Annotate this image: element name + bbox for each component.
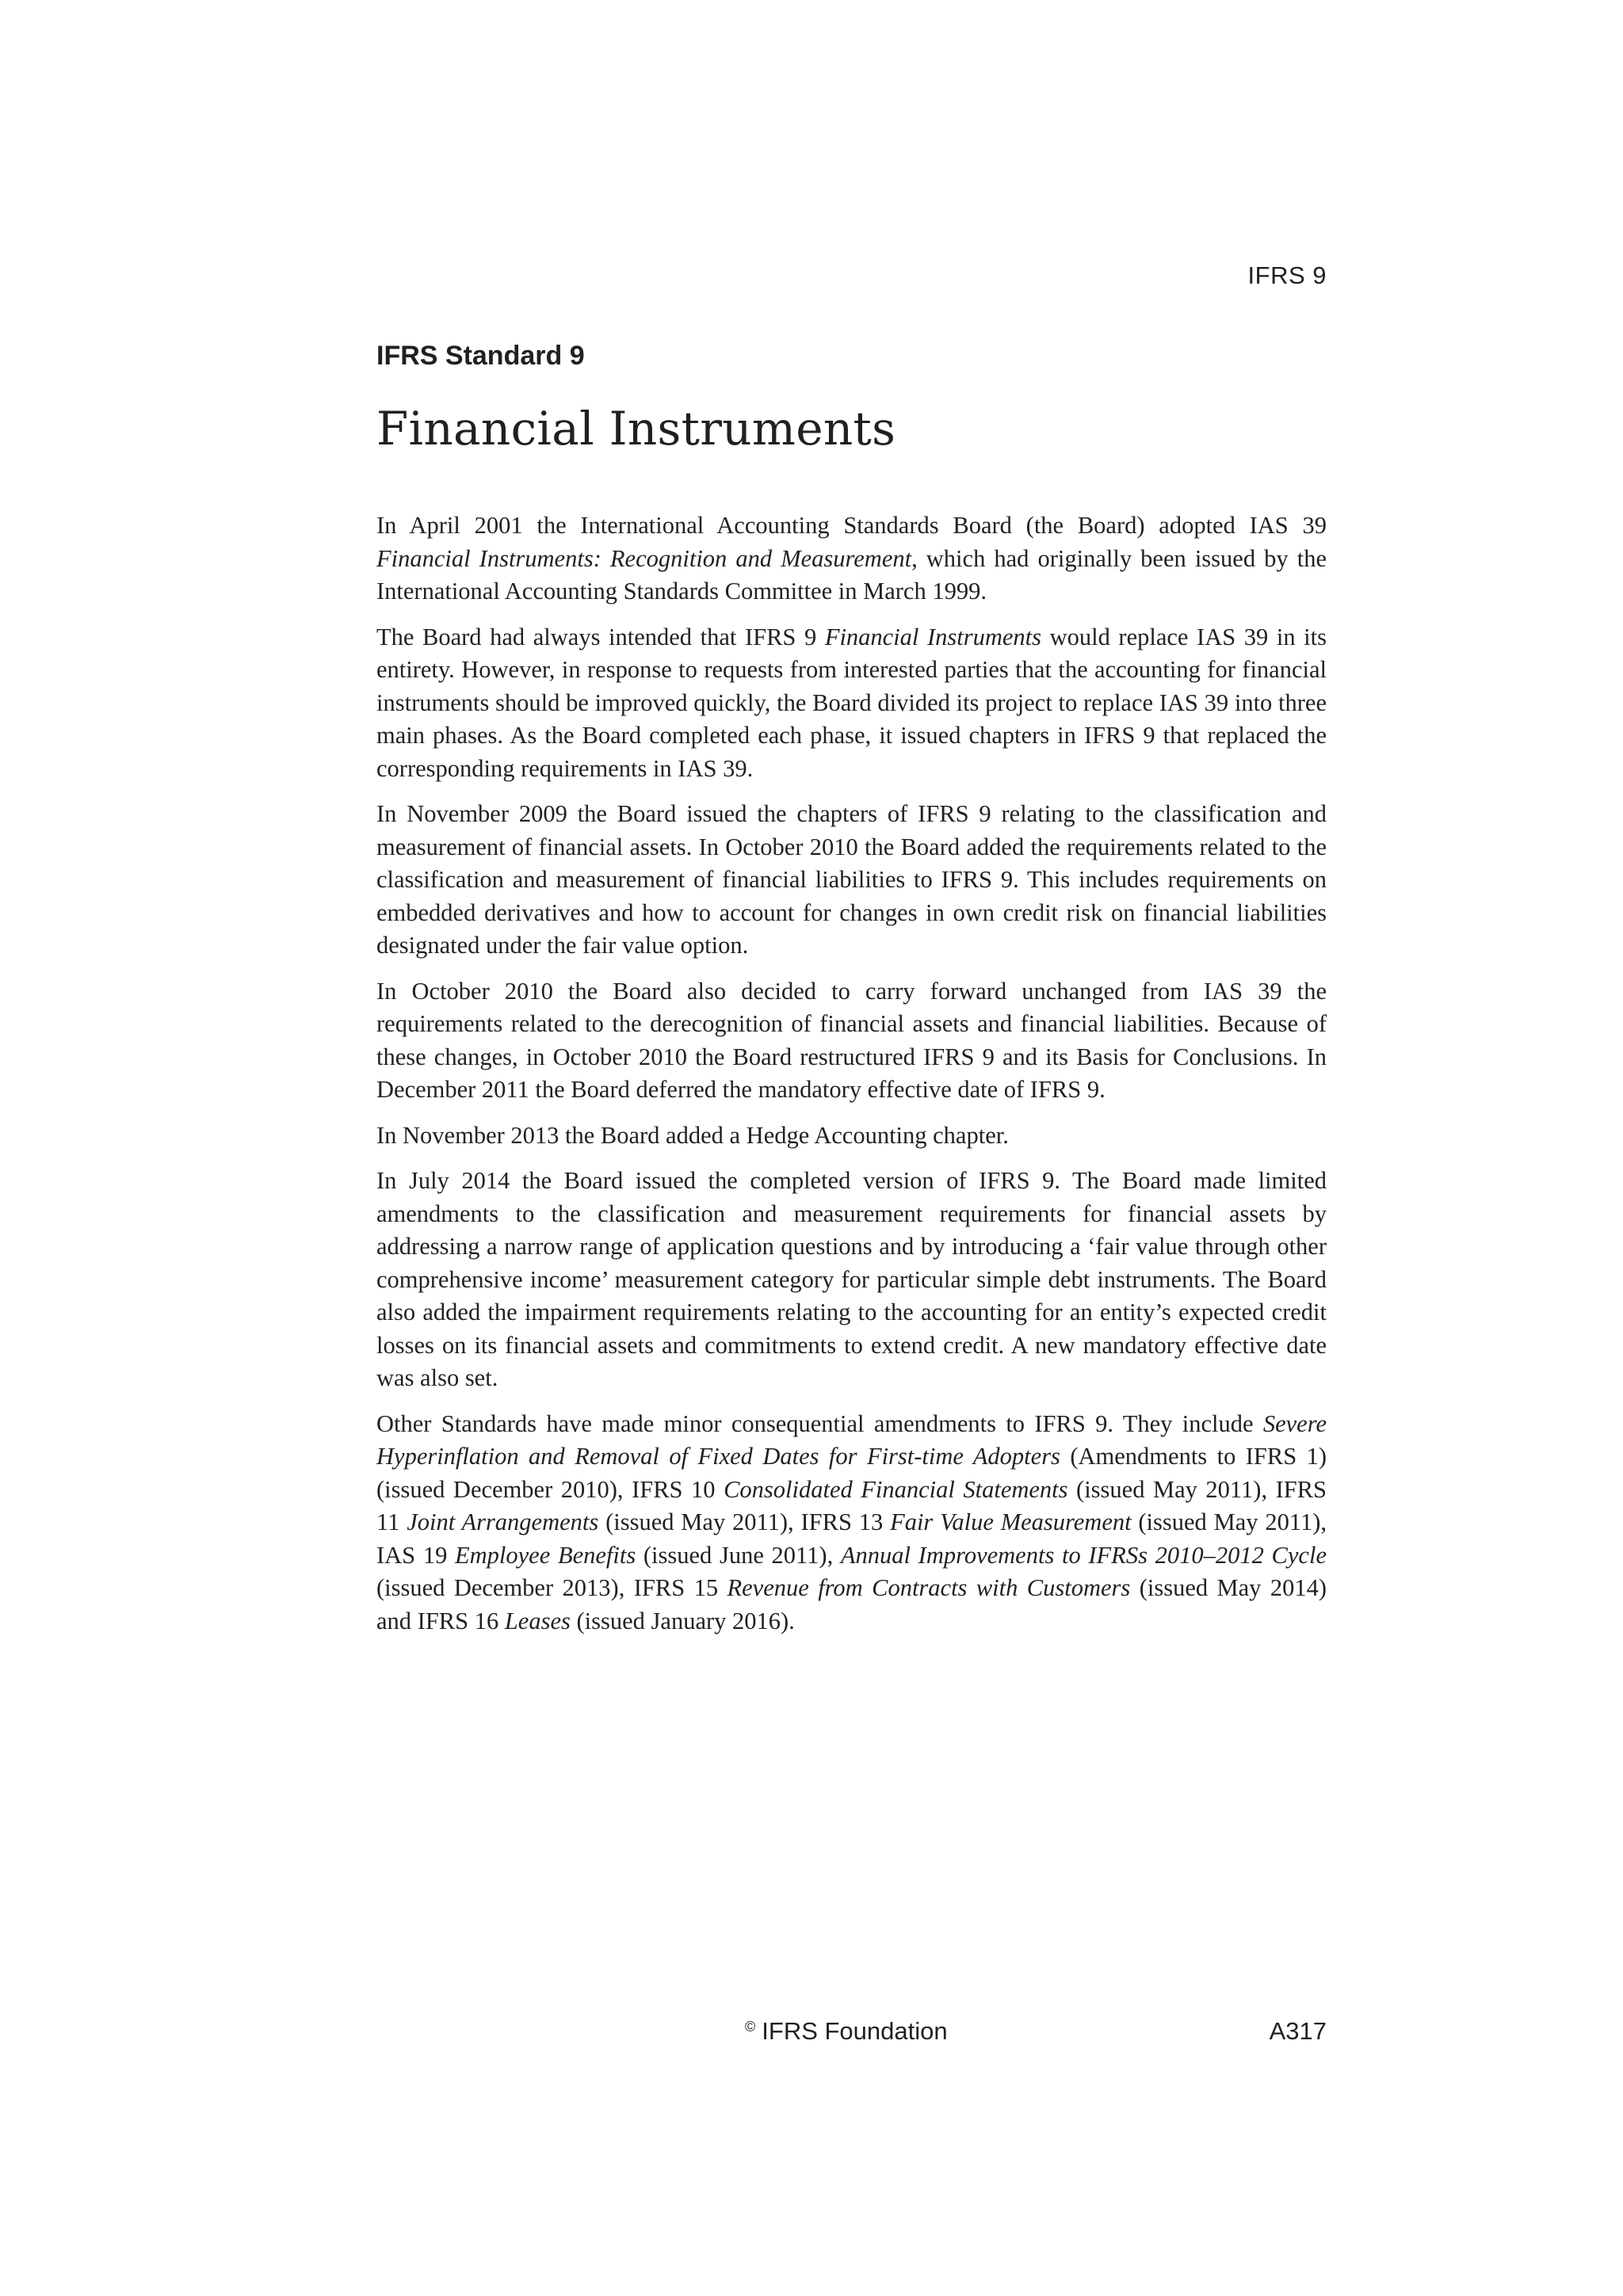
page-title: Financial Instruments xyxy=(376,402,896,456)
cited-title: Annual Improvements to IFRSs 2010–2012 Cycle xyxy=(840,1541,1327,1569)
cited-title: Fair Value Measurement xyxy=(890,1508,1132,1535)
text-run: (issued June 2011), xyxy=(636,1541,841,1569)
cited-title: Financial Instruments xyxy=(824,623,1042,650)
page-number: A317 xyxy=(1269,2017,1327,2045)
cited-title: Severe Hyperinflation and Removal of Fixed Dates for First-time Adopters xyxy=(376,1409,1327,1470)
text-run: (issued May 2011), IFRS 11 xyxy=(376,1475,1327,1535)
standard-label: IFRS Standard 9 xyxy=(376,341,585,371)
text-run: (issued May 2011), IAS 19 xyxy=(376,1508,1327,1569)
text-run: In October 2010 the Board also decided to carry forward unchanged from IAS 39 the requirements related to the derecognition of financial assets and financial liabilities. Because of these changes, in October 2010 the Board restructured IFRS 9 and its Basis for Conclusions. In December 2011 the Board deferred the mandatory effective date of IFRS 9. xyxy=(376,977,1327,1103)
text-run: In November 2013 the Board added a Hedge Accounting chapter. xyxy=(376,1121,1009,1149)
text-run: (issued January 2016). xyxy=(570,1607,795,1634)
text-run: In July 2014 the Board issued the completed version of IFRS 9. The Board made limited amendments to the classification and measurement requirements for financial assets by addressing a narrow range of application questions and by introducing a ‘fair value through other comprehensive income’ measurement category for particular simple debt instruments. The Board also added the impairment requirements relating to the accounting for an entity’s expected credit losses on its financial assets and commitments to extend credit. A new mandatory effective date was also set. xyxy=(376,1167,1327,1391)
text-run: (issued May 2014) and IFRS 16 xyxy=(376,1574,1327,1634)
copyright-symbol: © xyxy=(745,2019,756,2035)
text-run: In November 2009 the Board issued the chapters of IFRS 9 relating to the classification and measurement of financial assets. In October 2010 the Board added the requirements related to the classification and measurement of financial liabilities to IFRS 9. This includes requirements on embedded derivatives and how to account for changes in own credit risk on financial liabilities designated under the fair value option. xyxy=(376,800,1327,959)
paragraph xyxy=(376,1165,1327,1395)
cited-title: Leases xyxy=(504,1607,571,1634)
page-content xyxy=(376,341,1327,1650)
text-run: , which had originally been issued by the International Accounting Standards Committee in March 1999. xyxy=(376,544,1327,605)
text-run: (Amendments to IFRS 1) (issued December 2010), IFRS 10 xyxy=(376,1443,1327,1503)
text-run: would replace IAS 39 in its entirety. However, in response to requests from interested parties that the accounting for financial instruments should be improved quickly, the Board divided its project to replace IAS 39 into three main phases. As the Board completed each phase, it issued chapters in IFRS 9 that replaced the corresponding requirements in IAS 39. xyxy=(376,623,1327,782)
body-text xyxy=(376,509,1327,1638)
paragraph xyxy=(376,621,1327,786)
running-header: IFRS 9 xyxy=(1247,261,1327,289)
paragraph xyxy=(376,509,1327,608)
cited-title: Joint Arrangements xyxy=(407,1508,599,1535)
paragraph xyxy=(376,975,1327,1107)
text-run: Other Standards have made minor consequential amendments to IFRS 9. They include xyxy=(376,1409,1263,1437)
cited-title: Revenue from Contracts with Customers xyxy=(727,1574,1131,1601)
cited-title: Employee Benefits xyxy=(455,1541,636,1569)
text-run: (issued December 2013), IFRS 15 xyxy=(376,1574,727,1601)
text-run: The Board had always intended that IFRS 9 xyxy=(376,623,825,650)
footer-copyright xyxy=(745,2017,948,2046)
paragraph xyxy=(376,1119,1327,1153)
paragraph xyxy=(376,1408,1327,1638)
cited-title: Financial Instruments: Recognition and Measurement xyxy=(376,544,912,572)
paragraph xyxy=(376,798,1327,963)
text-run: (issued May 2011), IFRS 13 xyxy=(598,1508,891,1535)
text-run: In April 2001 the International Accounting Standards Board (the Board) adopted IAS 39 xyxy=(376,512,1327,539)
copyright-text: IFRS Foundation xyxy=(762,2017,948,2045)
cited-title: Consolidated Financial Statements xyxy=(724,1475,1068,1503)
